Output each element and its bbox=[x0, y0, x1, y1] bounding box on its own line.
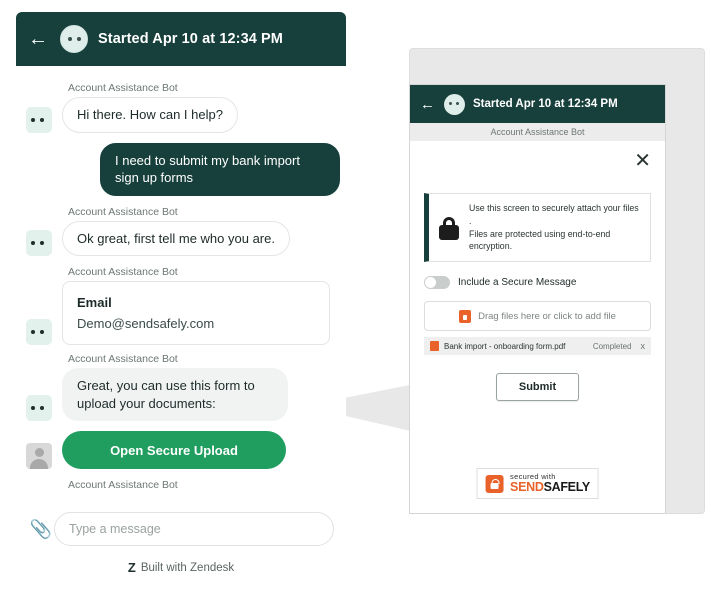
message-sender-label: Account Assistance Bot bbox=[68, 353, 178, 366]
bot-avatar-icon bbox=[444, 94, 465, 115]
secured-with-sendsafely-badge bbox=[476, 468, 599, 499]
list-item bbox=[16, 431, 346, 469]
open-secure-upload-button[interactable]: Open Secure Upload bbox=[62, 431, 286, 469]
dropzone-label: Drag files here or click to add file bbox=[478, 310, 616, 322]
submit-row bbox=[424, 373, 651, 401]
preview-subbar: Account Assistance Bot bbox=[410, 123, 665, 141]
file-dropzone[interactable] bbox=[424, 301, 651, 331]
message-sender-label: Account Assistance Bot bbox=[68, 479, 178, 492]
pdf-file-icon bbox=[430, 341, 439, 351]
preview-title: Started Apr 10 at 12:34 PM bbox=[473, 98, 618, 110]
avatar bbox=[26, 443, 52, 469]
message-sender-label: Account Assistance Bot bbox=[68, 82, 178, 94]
email-field-label: Email bbox=[77, 295, 112, 311]
upload-file-icon bbox=[459, 310, 471, 323]
notice-line-1: Use this screen to securely attach your files . bbox=[469, 203, 639, 226]
bot-avatar-icon bbox=[26, 230, 52, 256]
preview-content bbox=[410, 141, 665, 513]
badge-brand-safely: SAFELY bbox=[543, 479, 590, 494]
message-input[interactable] bbox=[54, 512, 334, 546]
list-item bbox=[16, 281, 346, 345]
bot-avatar-icon bbox=[26, 107, 52, 133]
list-item bbox=[16, 97, 346, 133]
email-field-value: Demo@sendsafely.com bbox=[77, 315, 215, 331]
encryption-notice bbox=[424, 193, 651, 262]
chat-message-list bbox=[16, 66, 346, 514]
footer-brand bbox=[16, 560, 346, 575]
submit-button[interactable]: Submit bbox=[496, 373, 579, 401]
table-row bbox=[424, 337, 651, 355]
message-bubble: Hi there. How can I help? bbox=[62, 97, 238, 133]
footer-brand-label: Built with Zendesk bbox=[140, 561, 235, 574]
padlock-icon bbox=[439, 216, 459, 240]
message-sender-label: Account Assistance Bot bbox=[68, 266, 178, 279]
notice-line-2: Files are protected using end-to-end encryption. bbox=[469, 228, 611, 252]
message-bubble: Great, you can use this form to upload your documents: bbox=[62, 368, 288, 421]
secure-message-toggle-row[interactable] bbox=[424, 276, 651, 289]
arrow-left-icon[interactable]: ← bbox=[28, 28, 48, 50]
message-sender-label: Account Assistance Bot bbox=[68, 205, 178, 218]
message-bubble-user: I need to submit my bank import sign up forms bbox=[100, 143, 340, 196]
zendesk-logo-icon: Z bbox=[127, 560, 135, 575]
chat-widget bbox=[16, 12, 346, 575]
secure-upload-preview bbox=[409, 84, 666, 514]
bot-avatar-icon bbox=[60, 25, 88, 53]
secure-message-toggle-label: Include a Secure Message bbox=[458, 277, 577, 288]
list-item bbox=[16, 368, 346, 421]
list-item bbox=[16, 143, 346, 196]
badge-brand-send: SEND bbox=[510, 479, 544, 494]
email-form-card[interactable] bbox=[62, 281, 330, 345]
bot-avatar-icon bbox=[26, 319, 52, 345]
close-icon[interactable]: ✕ bbox=[634, 150, 651, 172]
badge-top-text: secured with bbox=[510, 472, 556, 481]
secure-message-toggle[interactable] bbox=[424, 276, 450, 289]
paperclip-icon[interactable]: 📎 bbox=[29, 518, 53, 539]
message-composer bbox=[16, 512, 346, 546]
remove-file-icon[interactable]: x bbox=[640, 341, 645, 351]
message-bubble: Ok great, first tell me who you are. bbox=[62, 221, 290, 257]
page-title: Started Apr 10 at 12:34 PM bbox=[98, 31, 283, 47]
file-name: Bank import - onboarding form.pdf bbox=[444, 341, 566, 351]
preview-header bbox=[410, 85, 665, 123]
sendsafely-lock-icon bbox=[485, 475, 503, 493]
chat-header bbox=[16, 12, 346, 66]
bot-avatar-icon bbox=[26, 395, 52, 421]
list-item bbox=[16, 221, 346, 257]
status-badge: Completed bbox=[592, 341, 632, 351]
arrow-left-icon[interactable]: ← bbox=[420, 95, 435, 113]
